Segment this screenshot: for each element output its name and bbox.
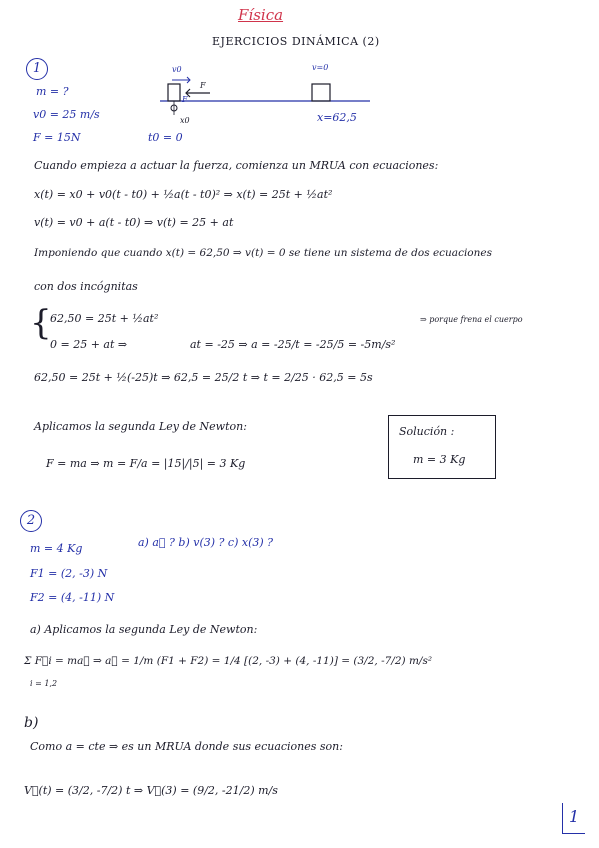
worksheet-title: EJERCICIOS DINÁMICA (2) bbox=[212, 35, 380, 48]
exercise-2-number: 2 bbox=[20, 510, 42, 532]
xfinal-label: x=62,5 bbox=[317, 111, 357, 124]
given-mass: m = ? bbox=[36, 85, 69, 98]
ex2-part-b: b) bbox=[24, 715, 39, 731]
ex2-line-2: Σ F⃗i = ma⃗ ⇒ a⃗ = 1/m (F1 + F2) = 1/4 [(2, -3) + (4, -11)] = (3/2, -7/2) m/s² bbox=[24, 655, 433, 667]
page-number-mark bbox=[562, 803, 585, 834]
given-force: F = 15N bbox=[33, 131, 81, 144]
force-label: F bbox=[200, 81, 206, 90]
block-final bbox=[312, 84, 330, 101]
t0-label: t0 = 0 bbox=[148, 131, 183, 144]
system-eq-2: 0 = 25 + at ⇒ bbox=[50, 338, 128, 351]
v0-label: v0 bbox=[172, 65, 182, 74]
brake-note: ⇒ porque frena el cuerpo bbox=[420, 315, 523, 324]
ex2-line-5: V⃗(t) = (3/2, -7/2) t ⇒ V⃗(3) = (9/2, -21/2) m/s bbox=[24, 784, 278, 797]
vfinal-label: v=0 bbox=[312, 63, 329, 72]
page-number: 1 bbox=[569, 807, 580, 826]
system-brace: { bbox=[30, 303, 52, 343]
ex2-index: i = 1,2 bbox=[30, 679, 58, 688]
solution-value: m = 3 Kg bbox=[413, 453, 466, 466]
ex1-line-4: Imponiendo que cuando x(t) = 62,50 ⇒ v(t) = 0 se tiene un sistema de dos ecuaciones bbox=[34, 247, 492, 259]
given-f1: F1 = (2, -3) N bbox=[30, 567, 108, 580]
exercise-1-number: 1 bbox=[26, 58, 48, 80]
x0-label: x0 bbox=[180, 116, 190, 125]
f-label: F bbox=[182, 95, 188, 104]
subject-title: Física bbox=[238, 6, 284, 24]
ex1-line-3: v(t) = v0 + a(t - t0) ⇒ v(t) = 25 + at bbox=[34, 216, 234, 229]
given-f2: F2 = (4, -11) N bbox=[30, 591, 115, 604]
solution-box bbox=[388, 415, 496, 479]
ex2-line-1: a) Aplicamos la segunda Ley de Newton: bbox=[30, 623, 258, 636]
given-v0: v0 = 25 m/s bbox=[33, 108, 100, 121]
time-calc: 62,50 = 25t + ½(-25)t ⇒ 62,5 = 25/2 t ⇒ t = 2/25 · 62,5 = 5s bbox=[34, 371, 373, 384]
accel-calc: at = -25 ⇒ a = -25/t = -25/5 = -5m/s² bbox=[190, 338, 396, 351]
questions: a) a⃗ ? b) v(3) ? c) x(3) ? bbox=[138, 536, 274, 549]
given-mass-2: m = 4 Kg bbox=[30, 542, 83, 555]
ex2-line-4: Como a = cte ⇒ es un MRUA donde sus ecuaciones son: bbox=[30, 740, 343, 753]
ex1-line-1: Cuando empieza a actuar la fuerza, comienza un MRUA con ecuaciones: bbox=[34, 159, 439, 172]
solution-label: Solución : bbox=[399, 425, 455, 438]
block-initial bbox=[168, 84, 180, 101]
ex1-line-2: x(t) = x0 + v0(t - t0) + ½a(t - t0)² ⇒ x(t) = 25t + ½at² bbox=[34, 188, 333, 201]
mass-calc: F = ma ⇒ m = F/a = |15|/|5| = 3 Kg bbox=[46, 457, 246, 470]
newton-law-intro: Aplicamos la segunda Ley de Newton: bbox=[34, 420, 247, 433]
system-eq-1: 62,50 = 25t + ½at² bbox=[50, 312, 159, 325]
ex1-line-5: con dos incógnitas bbox=[34, 280, 138, 293]
